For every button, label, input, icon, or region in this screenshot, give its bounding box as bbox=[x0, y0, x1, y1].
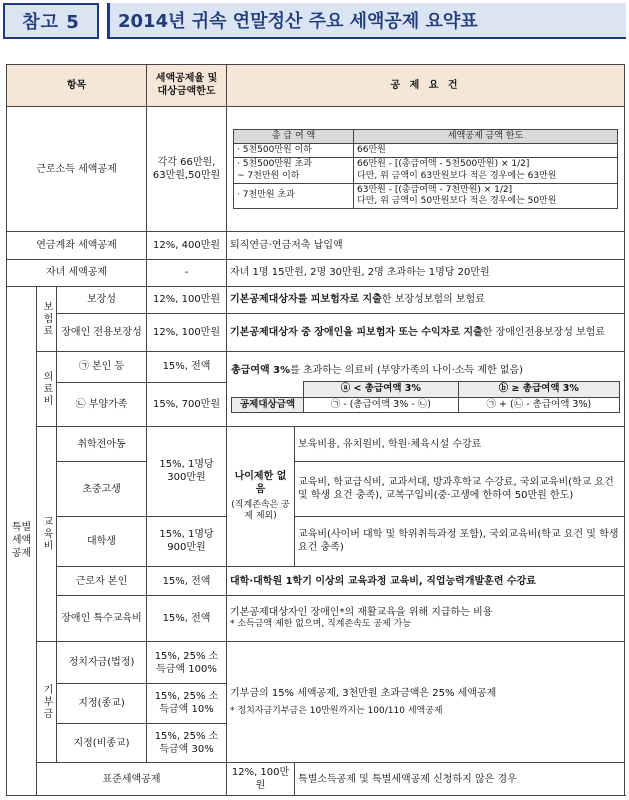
credit-limit: 66만원 - [(총급여액 - 5천500만원) × 1/2] 다만, 위 금액이 63만원보다 적은 경우에는 63만원 bbox=[354, 158, 618, 184]
donation-label: 정치자금(법정) bbox=[57, 642, 147, 684]
donation-group-label: 기부금 bbox=[37, 642, 57, 763]
education-row bbox=[7, 596, 625, 642]
education-condition: 대학·대학원 1학기 이상의 교육과정 교육비, 직업능력개발훈련 수강료 bbox=[227, 566, 625, 595]
medical-value-a: ㉠ - (총급여액 3% - ㉡) bbox=[304, 397, 459, 412]
salary-band: · 5천500만원 이하 bbox=[234, 144, 354, 158]
insurance-group-label: 보험료 bbox=[37, 286, 57, 351]
col-header-condition: 공 제 요 건 bbox=[227, 65, 625, 107]
insurance-rate: 12%, 100만원 bbox=[147, 313, 227, 351]
pension-row bbox=[7, 232, 625, 259]
medical-rate: 15%, 전액 bbox=[147, 351, 227, 382]
subtable-head-limit: 세액공제 금액 한도 bbox=[354, 129, 618, 143]
insurance-label: 보장성 bbox=[57, 286, 147, 313]
subtable-head-salary: 총 급 여 액 bbox=[234, 129, 354, 143]
tax-credit-summary-table bbox=[6, 64, 625, 796]
standard-label: 표준세액공제 bbox=[37, 763, 227, 796]
education-row bbox=[7, 426, 625, 462]
education-rate: 15%, 전액 bbox=[147, 566, 227, 595]
education-rate: 15%, 1명당 900만원 bbox=[147, 516, 227, 566]
education-condition: 기본공제대상자인 장애인*의 재활교육을 위해 지급하는 비용 * 소득금액 제한 없으며, 직계존속도 공제 가능 bbox=[227, 596, 625, 642]
medical-value-b: ㉠ + (㉡ - 총급여액 3%) bbox=[458, 397, 619, 412]
medical-row-head: 공제대상금액 bbox=[232, 397, 304, 412]
earned-income-subtable bbox=[233, 129, 618, 210]
page-header bbox=[3, 3, 626, 39]
medical-row bbox=[7, 351, 625, 382]
donation-label: 지정(비종교) bbox=[57, 723, 147, 763]
child-rate: - bbox=[147, 259, 227, 286]
salary-band: · 5천500만원 초과 ~ 7천만원 이하 bbox=[234, 158, 354, 184]
standard-rate: 12%, 100만원 bbox=[227, 763, 295, 796]
education-rate: 15%, 1명당 300만원 bbox=[147, 426, 227, 516]
table-header-row bbox=[7, 65, 625, 107]
education-label: 근로자 본인 bbox=[57, 566, 147, 595]
col-header-rate: 세액공제율 및 대상금액한도 bbox=[147, 65, 227, 107]
reference-badge: 참고 5 bbox=[3, 3, 99, 39]
donation-rate: 15%, 25% 소득금액 30% bbox=[147, 723, 227, 763]
insurance-rate: 12%, 100만원 bbox=[147, 286, 227, 313]
insurance-row bbox=[7, 286, 625, 313]
education-row bbox=[7, 462, 625, 516]
no-age-limit: 나이제한 없음 (직계존속은 공제 제외) bbox=[227, 426, 295, 566]
credit-limit: 63만원 - [(총급여액 - 7천만원) × 1/2] 다만, 위 금액이 50만원보다 적은 경우에는 50만원 bbox=[354, 183, 618, 209]
donation-condition: 기부금의 15% 세액공제, 3천만원 초과금액은 25% 세액공제 * 정치자금기부금은 10만원까지는 100/110 세액공제 bbox=[227, 642, 625, 763]
education-label: 초중고생 bbox=[57, 462, 147, 516]
education-row bbox=[7, 516, 625, 566]
medical-rate: 15%, 700만원 bbox=[147, 382, 227, 426]
standard-row bbox=[7, 763, 625, 796]
insurance-row bbox=[7, 313, 625, 351]
earned-income-label: 근로소득 세액공제 bbox=[7, 106, 147, 231]
education-label: 대학생 bbox=[57, 516, 147, 566]
medical-label: ㉠ 본인 등 bbox=[57, 351, 147, 382]
child-label: 자녀 세액공제 bbox=[7, 259, 147, 286]
education-rate: 15%, 전액 bbox=[147, 596, 227, 642]
donation-label: 지정(종교) bbox=[57, 684, 147, 724]
pension-condition: 퇴직연금·연금저축 납입액 bbox=[227, 232, 625, 259]
pension-rate: 12%, 400만원 bbox=[147, 232, 227, 259]
special-credit-label: 특별 세액 공제 bbox=[7, 286, 37, 795]
child-row bbox=[7, 259, 625, 286]
education-condition: 교육비(사이버 대학 및 학위취득과정 포함), 국외교육비(학교 요건 및 학생 요건 충족) bbox=[295, 516, 625, 566]
insurance-condition: 기본공제대상자를 피보험자로 지출한 보장성보험의 보험료 bbox=[227, 286, 625, 313]
medical-condition: 총급여액 3%를 초과하는 의료비 (부양가족의 나이·소득 제한 없음) ⓐ < 총급여액 3% ⓑ ≥ 총급여액 3% 공제대상금액 ㉠ - (총급여액 3% - ㉡) ㉠ + (㉡ - 총급여액 3%) bbox=[227, 351, 625, 426]
earned-income-rate: 각각 66만원, 63만원,50만원 bbox=[147, 106, 227, 231]
medical-label: ㉡ 부양가족 bbox=[57, 382, 147, 426]
education-condition: 교육비, 학교급식비, 교과서대, 방과후학교 수강료, 국외교육비(학교 요건 및 학생 요건 충족), 교복구입비(중·고생에 한하여 50만원 한도) bbox=[295, 462, 625, 516]
education-label: 취학전아동 bbox=[57, 426, 147, 462]
page-title: 2014년 귀속 연말정산 주요 세액공제 요약표 bbox=[107, 3, 626, 39]
medical-group-label: 의료비 bbox=[37, 351, 57, 426]
donation-rate: 15%, 25% 소득금액 10% bbox=[147, 684, 227, 724]
medical-subtable bbox=[231, 381, 620, 413]
col-header-item: 항목 bbox=[7, 65, 147, 107]
medical-col-b: ⓑ ≥ 총급여액 3% bbox=[458, 382, 619, 397]
salary-band: · 7천만원 초과 bbox=[234, 183, 354, 209]
credit-limit: 66만원 bbox=[354, 144, 618, 158]
insurance-label: 장애인 전용보장성 bbox=[57, 313, 147, 351]
donation-row bbox=[7, 642, 625, 684]
pension-label: 연금계좌 세액공제 bbox=[7, 232, 147, 259]
standard-condition: 특별소득공제 및 특별세액공제 신청하지 않은 경우 bbox=[295, 763, 625, 796]
education-label: 장애인 특수교육비 bbox=[57, 596, 147, 642]
education-group-label: 교육비 bbox=[37, 426, 57, 641]
insurance-condition: 기본공제대상자 중 장애인을 피보험자 또는 수익자로 지출한 장애인전용보장성 보험료 bbox=[227, 313, 625, 351]
education-row bbox=[7, 566, 625, 595]
medical-col-a: ⓐ < 총급여액 3% bbox=[304, 382, 459, 397]
education-condition: 보육비용, 유치원비, 학원·체육시설 수강료 bbox=[295, 426, 625, 462]
earned-income-row bbox=[7, 106, 625, 231]
child-condition: 자녀 1명 15만원, 2명 30만원, 2명 초과하는 1명당 20만원 bbox=[227, 259, 625, 286]
donation-rate: 15%, 25% 소득금액 100% bbox=[147, 642, 227, 684]
